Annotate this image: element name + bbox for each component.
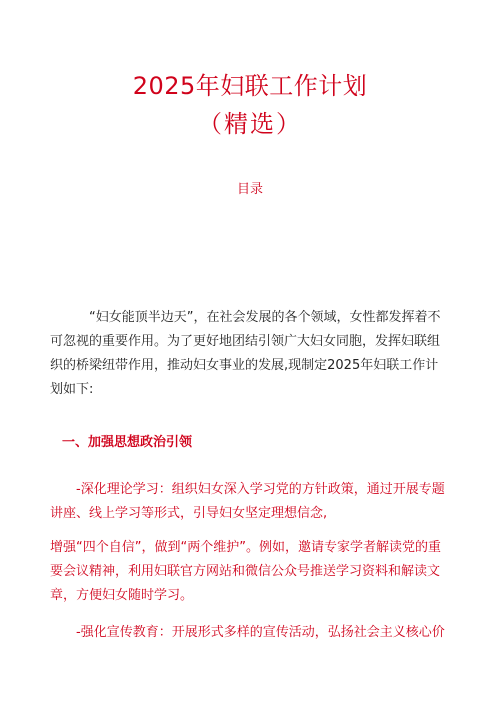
toc-label: 目录 (236, 182, 263, 197)
document-title: 2025年妇联工作计划 (132, 72, 368, 100)
section-heading: 一、加强思想政治引领 (62, 435, 193, 450)
body-paragraph-publicity: -强化宣传教育：开展形式多样的宣传活动，弘扬社会主义核心价 (76, 625, 445, 640)
document-subtitle: （精选） (198, 110, 302, 138)
body-paragraph-theory-study: -深化理论学习：组织妇女深入学习党的方针政策，通过开展专题讲座、线上学习等形式，引导妇女坚定理想信念, (50, 482, 445, 521)
body-paragraph-four-confidences: 增强“四个自信”，做到“两个维护”。例如，邀请专家学者解读党的重要会议精神，利用妇联官方网站和微信公众号推送学习资料和解读文章，方便妇女随时学习。 (50, 540, 441, 603)
intro-paragraph: “妇女能顶半边天”，在社会发展的各个领域，女性都发挥着不可忽视的重要作用。为了更好地团结引领广大妇女同胞，发挥妇联组织的桥梁纽带作用，推动妇女事业的发展,现制定2025年妇联工作计划如下: (50, 310, 441, 397)
